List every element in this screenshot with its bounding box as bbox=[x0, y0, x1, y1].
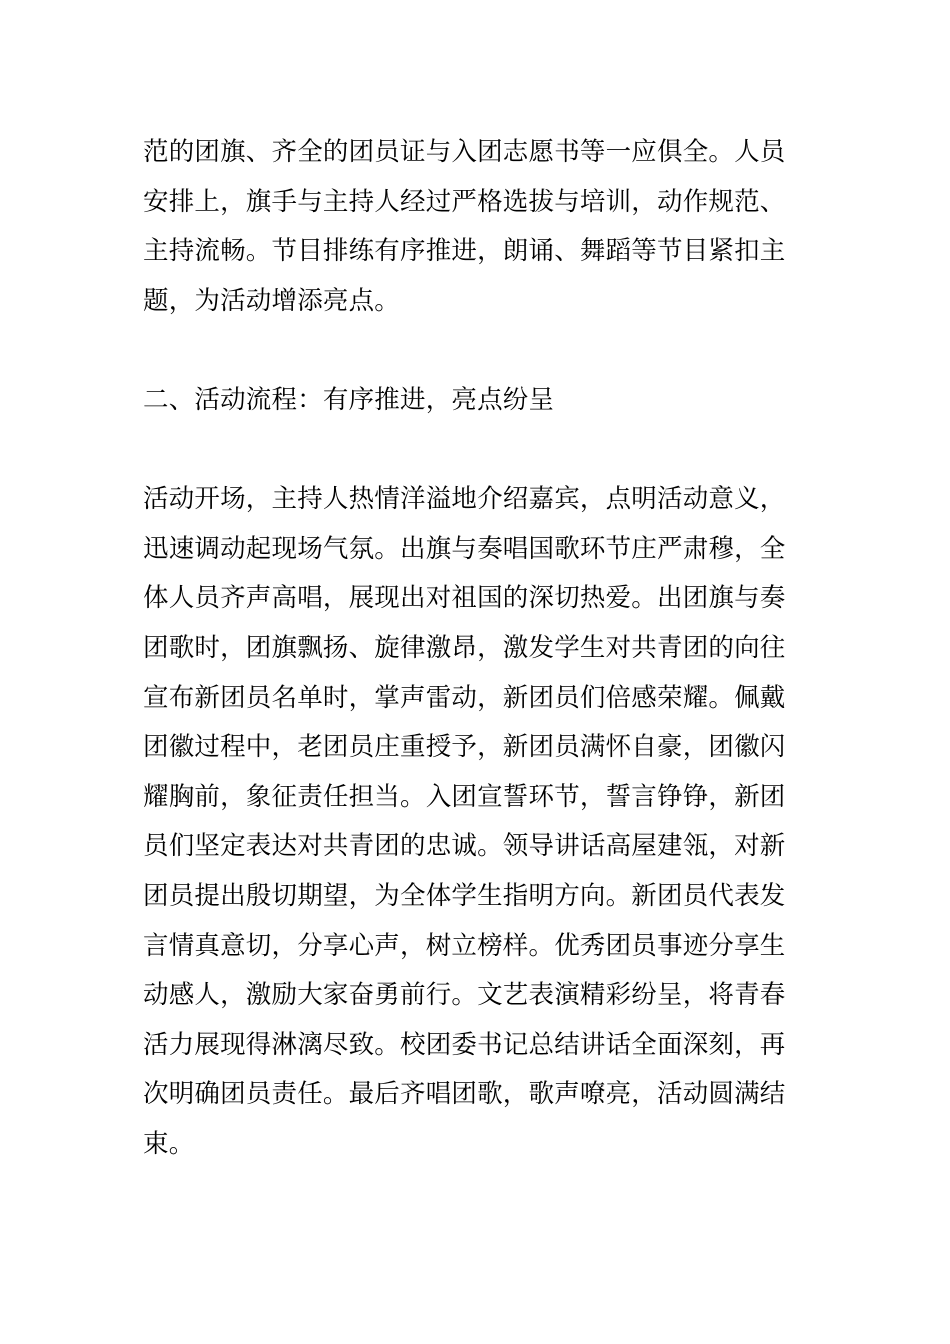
paragraph-line: 束。 bbox=[143, 1128, 195, 1159]
paragraph-line: 安排上，旗手与主持人经过严格选拔与培训，动作规范、 bbox=[143, 186, 786, 217]
paragraph-line: 主持流畅。节目排练有序推进，朗诵、舞蹈等节目紧扣主 bbox=[143, 236, 786, 267]
paragraph-line: 团徽过程中，老团员庄重授予，新团员满怀自豪，团徽闪 bbox=[143, 732, 786, 763]
paragraph-line: 范的团旗、齐全的团员证与入团志愿书等一应俱全。人员 bbox=[143, 137, 786, 167]
paragraph-2 bbox=[143, 475, 813, 1169]
paragraph-line: 员们坚定表达对共青团的忠诚。领导讲话高屋建瓴，对新 bbox=[143, 831, 786, 862]
blank-line bbox=[143, 426, 813, 476]
paragraph-1 bbox=[143, 128, 813, 326]
paragraph-line: 耀胸前，象征责任担当。入团宣誓环节，誓言铮铮，新团 bbox=[143, 781, 786, 812]
section-heading: 二、活动流程：有序推进，亮点纷呈 bbox=[143, 384, 555, 415]
paragraph-line: 团员提出殷切期望，为全体学生指明方向。新团员代表发 bbox=[143, 880, 786, 911]
paragraph-line: 体人员齐声高唱，展现出对祖国的深切热爱。出团旗与奏 bbox=[143, 583, 786, 614]
document-body bbox=[143, 128, 813, 1169]
paragraph-line: 活动开场，主持人热情洋溢地介绍嘉宾，点明活动意义， bbox=[143, 484, 786, 515]
paragraph-line: 动感人，激励大家奋勇前行。文艺表演精彩纷呈，将青春 bbox=[143, 980, 786, 1011]
paragraph-line: 迅速调动起现场气氛。出旗与奏唱国歌环节庄严肃穆，全 bbox=[143, 533, 786, 564]
paragraph-line: 活力展现得淋漓尽致。校团委书记总结讲话全面深刻，再 bbox=[143, 1029, 786, 1060]
paragraph-line: 题，为活动增添亮点。 bbox=[143, 285, 401, 316]
paragraph-line: 宣布新团员名单时，掌声雷动，新团员们倍感荣耀。佩戴 bbox=[143, 682, 786, 713]
paragraph-line: 言情真意切，分享心声，树立榜样。优秀团员事迹分享生 bbox=[143, 930, 786, 961]
paragraph-line: 团歌时，团旗飘扬、旋律激昂，激发学生对共青团的向往 bbox=[143, 632, 786, 663]
paragraph-line: 次明确团员责任。最后齐唱团歌，歌声嘹亮，活动圆满结 bbox=[143, 1079, 786, 1110]
blank-line bbox=[143, 326, 813, 376]
